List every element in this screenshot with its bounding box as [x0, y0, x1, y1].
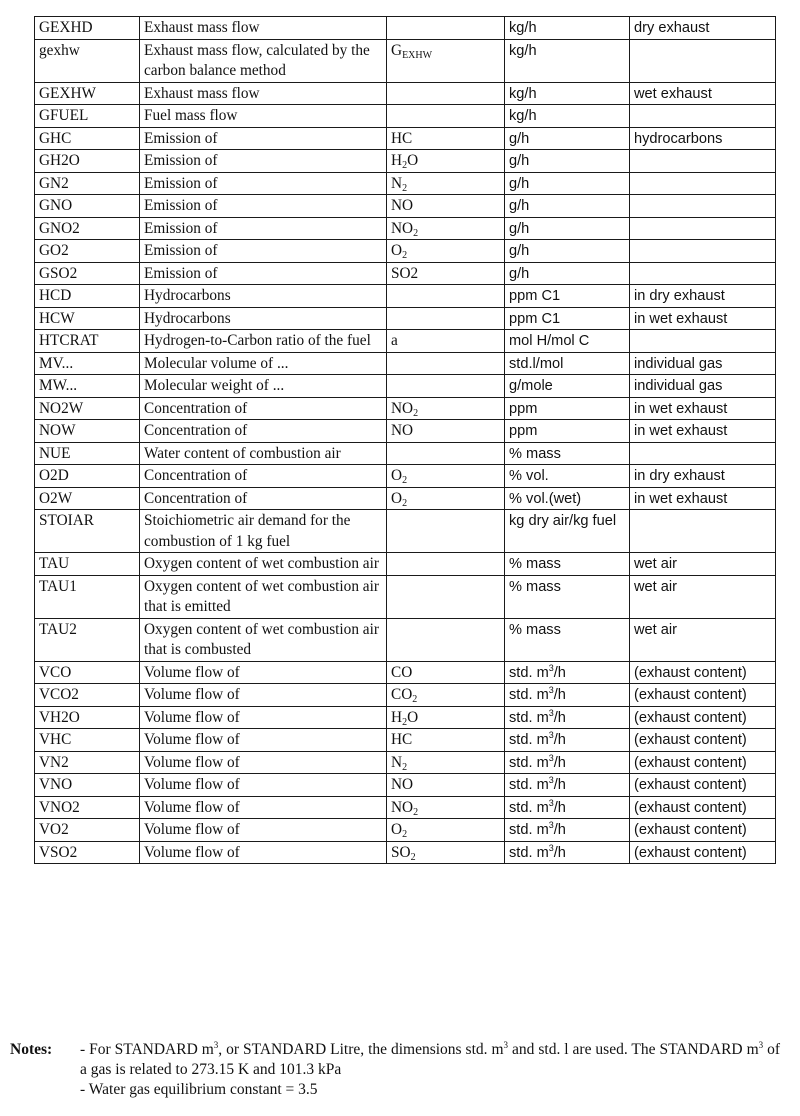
- description-cell: Concentration of: [140, 420, 387, 443]
- formula-cell: $O_2$: [387, 819, 505, 842]
- formula-cell: [387, 352, 505, 375]
- symbol-cell: GNO2: [35, 217, 140, 240]
- description-cell: Hydrocarbons: [140, 285, 387, 308]
- description-cell: Volume flow of: [140, 661, 387, 684]
- unit-cell: std. $m^3/h$: [505, 796, 630, 819]
- formula-cell: $N_2$: [387, 172, 505, 195]
- formula-cell: [387, 17, 505, 40]
- description-cell: Fuel mass flow: [140, 105, 387, 128]
- unit-cell: kg/h: [505, 39, 630, 82]
- formula-cell: [387, 285, 505, 308]
- unit-cell: ppm C1: [505, 285, 630, 308]
- table-row: [35, 240, 776, 263]
- unit-cell: g/h: [505, 150, 630, 173]
- description-cell: Volume flow of: [140, 751, 387, 774]
- symbol-cell: VO2: [35, 819, 140, 842]
- formula-cell: $O_2$: [387, 240, 505, 263]
- formula-cell: $NO_2$: [387, 217, 505, 240]
- symbol-cell: NOW: [35, 420, 140, 443]
- formula-cell: HC: [387, 127, 505, 150]
- symbol-cell: O2D: [35, 465, 140, 488]
- description-cell: Oxygen content of wet combustion air: [140, 553, 387, 576]
- description-cell: Concentration of: [140, 397, 387, 420]
- table-row: [35, 352, 776, 375]
- unit-cell: % mass: [505, 442, 630, 465]
- unit-cell: mol H/mol C: [505, 330, 630, 353]
- description-cell: Emission of: [140, 262, 387, 285]
- note-cell: [630, 195, 776, 218]
- formula-cell: $SO_2$: [387, 841, 505, 864]
- note-cell: in dry exhaust: [630, 285, 776, 308]
- symbol-cell: NO2W: [35, 397, 140, 420]
- description-cell: Hydrocarbons: [140, 307, 387, 330]
- table-row: [35, 729, 776, 752]
- description-cell: Exhaust mass flow: [140, 82, 387, 105]
- formula-cell: [387, 307, 505, 330]
- description-cell: Oxygen content of wet combustion air that is emitted: [140, 575, 387, 618]
- note-cell: [630, 330, 776, 353]
- table-row: [35, 661, 776, 684]
- unit-cell: ppm: [505, 397, 630, 420]
- note-cell: (exhaust content): [630, 819, 776, 842]
- table-row: [35, 819, 776, 842]
- description-cell: Volume flow of: [140, 774, 387, 797]
- note-cell: [630, 39, 776, 82]
- symbol-cell: TAU: [35, 553, 140, 576]
- table-row: [35, 217, 776, 240]
- unit-cell: ppm C1: [505, 307, 630, 330]
- symbol-cell: VN2: [35, 751, 140, 774]
- note-cell: (exhaust content): [630, 774, 776, 797]
- description-cell: Emission of: [140, 150, 387, 173]
- note-cell: [630, 150, 776, 173]
- symbol-cell: GEXHD: [35, 17, 140, 40]
- description-cell: Volume flow of: [140, 841, 387, 864]
- symbol-cell: TAU2: [35, 618, 140, 661]
- table-row: [35, 195, 776, 218]
- table-row: [35, 150, 776, 173]
- symbol-cell: VH2O: [35, 706, 140, 729]
- note-cell: hydrocarbons: [630, 127, 776, 150]
- symbols-table-body: [35, 17, 776, 864]
- symbol-cell: NUE: [35, 442, 140, 465]
- formula-cell: $G_{EXHW}$: [387, 39, 505, 82]
- table-row: [35, 39, 776, 82]
- symbol-cell: HTCRAT: [35, 330, 140, 353]
- formula-cell: [387, 618, 505, 661]
- note-cell: [630, 172, 776, 195]
- symbols-table: [34, 16, 776, 864]
- note-water-gas: - Water gas equilibrium constant = 3.5: [80, 1081, 318, 1098]
- table-row: [35, 442, 776, 465]
- unit-cell: g/mole: [505, 375, 630, 398]
- note-cell: (exhaust content): [630, 796, 776, 819]
- formula-cell: [387, 105, 505, 128]
- formula-cell: a: [387, 330, 505, 353]
- formula-cell: $CO_2$: [387, 684, 505, 707]
- symbol-cell: GEXHW: [35, 82, 140, 105]
- unit-cell: % vol.(wet): [505, 487, 630, 510]
- description-cell: Volume flow of: [140, 684, 387, 707]
- note-cell: (exhaust content): [630, 706, 776, 729]
- unit-cell: g/h: [505, 262, 630, 285]
- note-cell: (exhaust content): [630, 841, 776, 864]
- note-standard-units: - For STANDARD $m^3$, or STANDARD Litre, the dimensions std. $m^3$ and std. l are used. The STANDARD $m^3$ of a gas is related to 273.15 K and 101.3 kPa: [80, 1040, 780, 1078]
- table-row: [35, 841, 776, 864]
- symbol-cell: GO2: [35, 240, 140, 263]
- notes-section: [10, 1040, 780, 1100]
- note-cell: wet air: [630, 618, 776, 661]
- symbol-cell: HCW: [35, 307, 140, 330]
- note-cell: [630, 442, 776, 465]
- unit-cell: std. $m^3/h$: [505, 684, 630, 707]
- description-cell: Emission of: [140, 240, 387, 263]
- description-cell: Volume flow of: [140, 729, 387, 752]
- table-row: [35, 105, 776, 128]
- symbol-cell: TAU1: [35, 575, 140, 618]
- table-row: [35, 487, 776, 510]
- description-cell: Exhaust mass flow: [140, 17, 387, 40]
- note-cell: in wet exhaust: [630, 307, 776, 330]
- table-row: [35, 397, 776, 420]
- table-row: [35, 465, 776, 488]
- unit-cell: kg/h: [505, 105, 630, 128]
- symbol-cell: GH2O: [35, 150, 140, 173]
- formula-cell: $N_2$: [387, 751, 505, 774]
- unit-cell: g/h: [505, 195, 630, 218]
- unit-cell: kg/h: [505, 82, 630, 105]
- description-cell: Hydrogen-to-Carbon ratio of the fuel: [140, 330, 387, 353]
- table-row: [35, 127, 776, 150]
- unit-cell: % vol.: [505, 465, 630, 488]
- table-row: [35, 751, 776, 774]
- formula-cell: $O_2$: [387, 487, 505, 510]
- formula-cell: $NO_2$: [387, 796, 505, 819]
- unit-cell: g/h: [505, 217, 630, 240]
- description-cell: Concentration of: [140, 487, 387, 510]
- table-row: [35, 706, 776, 729]
- note-cell: (exhaust content): [630, 684, 776, 707]
- note-cell: [630, 262, 776, 285]
- table-row: [35, 420, 776, 443]
- table-row: [35, 684, 776, 707]
- description-cell: Oxygen content of wet combustion air that is combusted: [140, 618, 387, 661]
- notes-label: Notes:: [10, 1041, 53, 1058]
- description-cell: Emission of: [140, 172, 387, 195]
- description-cell: Water content of combustion air: [140, 442, 387, 465]
- description-cell: Emission of: [140, 127, 387, 150]
- unit-cell: std. $m^3/h$: [505, 706, 630, 729]
- formula-cell: [387, 375, 505, 398]
- unit-cell: std. $m^3/h$: [505, 819, 630, 842]
- note-cell: in dry exhaust: [630, 465, 776, 488]
- table-row: [35, 307, 776, 330]
- note-cell: in wet exhaust: [630, 397, 776, 420]
- unit-cell: g/h: [505, 240, 630, 263]
- formula-cell: SO2: [387, 262, 505, 285]
- description-cell: Volume flow of: [140, 706, 387, 729]
- formula-cell: $NO_2$: [387, 397, 505, 420]
- symbol-cell: VNO: [35, 774, 140, 797]
- table-row: [35, 172, 776, 195]
- unit-cell: std. $m^3/h$: [505, 729, 630, 752]
- symbol-cell: GNO: [35, 195, 140, 218]
- symbol-cell: VSO2: [35, 841, 140, 864]
- unit-cell: g/h: [505, 172, 630, 195]
- table-row: [35, 553, 776, 576]
- formula-cell: HC: [387, 729, 505, 752]
- table-row: [35, 510, 776, 553]
- note-cell: [630, 105, 776, 128]
- symbol-cell: MW...: [35, 375, 140, 398]
- note-cell: in wet exhaust: [630, 487, 776, 510]
- note-cell: individual gas: [630, 375, 776, 398]
- formula-cell: [387, 442, 505, 465]
- symbol-cell: HCD: [35, 285, 140, 308]
- unit-cell: kg dry air/kg fuel: [505, 510, 630, 553]
- symbol-cell: VHC: [35, 729, 140, 752]
- unit-cell: ppm: [505, 420, 630, 443]
- symbol-cell: MV...: [35, 352, 140, 375]
- description-cell: Molecular volume of ...: [140, 352, 387, 375]
- formula-cell: [387, 510, 505, 553]
- formula-cell: NO: [387, 420, 505, 443]
- formula-cell: $O_2$: [387, 465, 505, 488]
- formula-cell: [387, 82, 505, 105]
- table-row: [35, 375, 776, 398]
- formula-cell: $H_2O$: [387, 706, 505, 729]
- symbol-cell: GSO2: [35, 262, 140, 285]
- symbol-cell: VNO2: [35, 796, 140, 819]
- note-cell: (exhaust content): [630, 661, 776, 684]
- unit-cell: std.l/mol: [505, 352, 630, 375]
- description-cell: Volume flow of: [140, 796, 387, 819]
- note-cell: [630, 217, 776, 240]
- description-cell: Exhaust mass flow, calculated by the carbon balance method: [140, 39, 387, 82]
- unit-cell: std. $m^3/h$: [505, 751, 630, 774]
- symbol-cell: gexhw: [35, 39, 140, 82]
- unit-cell: g/h: [505, 127, 630, 150]
- formula-cell: NO: [387, 774, 505, 797]
- unit-cell: kg/h: [505, 17, 630, 40]
- note-cell: wet air: [630, 575, 776, 618]
- table-row: [35, 330, 776, 353]
- note-cell: in wet exhaust: [630, 420, 776, 443]
- table-row: [35, 285, 776, 308]
- symbol-cell: GN2: [35, 172, 140, 195]
- description-cell: Emission of: [140, 195, 387, 218]
- table-row: [35, 17, 776, 40]
- note-cell: dry exhaust: [630, 17, 776, 40]
- symbol-cell: STOIAR: [35, 510, 140, 553]
- formula-cell: [387, 575, 505, 618]
- description-cell: Molecular weight of ...: [140, 375, 387, 398]
- symbol-cell: VCO2: [35, 684, 140, 707]
- symbol-cell: VCO: [35, 661, 140, 684]
- table-row: [35, 618, 776, 661]
- table-row: [35, 575, 776, 618]
- unit-cell: % mass: [505, 618, 630, 661]
- note-cell: wet exhaust: [630, 82, 776, 105]
- formula-cell: $H_2O$: [387, 150, 505, 173]
- unit-cell: std. $m^3/h$: [505, 774, 630, 797]
- description-cell: Stoichiometric air demand for the combustion of 1 kg fuel: [140, 510, 387, 553]
- unit-cell: std. $m^3/h$: [505, 841, 630, 864]
- formula-cell: [387, 553, 505, 576]
- note-cell: wet air: [630, 553, 776, 576]
- unit-cell: % mass: [505, 575, 630, 618]
- formula-cell: NO: [387, 195, 505, 218]
- table-row: [35, 774, 776, 797]
- description-cell: Emission of: [140, 217, 387, 240]
- note-cell: individual gas: [630, 352, 776, 375]
- formula-cell: CO: [387, 661, 505, 684]
- table-row: [35, 82, 776, 105]
- note-cell: (exhaust content): [630, 751, 776, 774]
- symbol-cell: GFUEL: [35, 105, 140, 128]
- unit-cell: % mass: [505, 553, 630, 576]
- description-cell: Concentration of: [140, 465, 387, 488]
- note-cell: [630, 240, 776, 263]
- table-row: [35, 796, 776, 819]
- unit-cell: std. $m^3/h$: [505, 661, 630, 684]
- symbol-cell: O2W: [35, 487, 140, 510]
- note-cell: (exhaust content): [630, 729, 776, 752]
- table-row: [35, 262, 776, 285]
- description-cell: Volume flow of: [140, 819, 387, 842]
- symbol-cell: GHC: [35, 127, 140, 150]
- note-cell: [630, 510, 776, 553]
